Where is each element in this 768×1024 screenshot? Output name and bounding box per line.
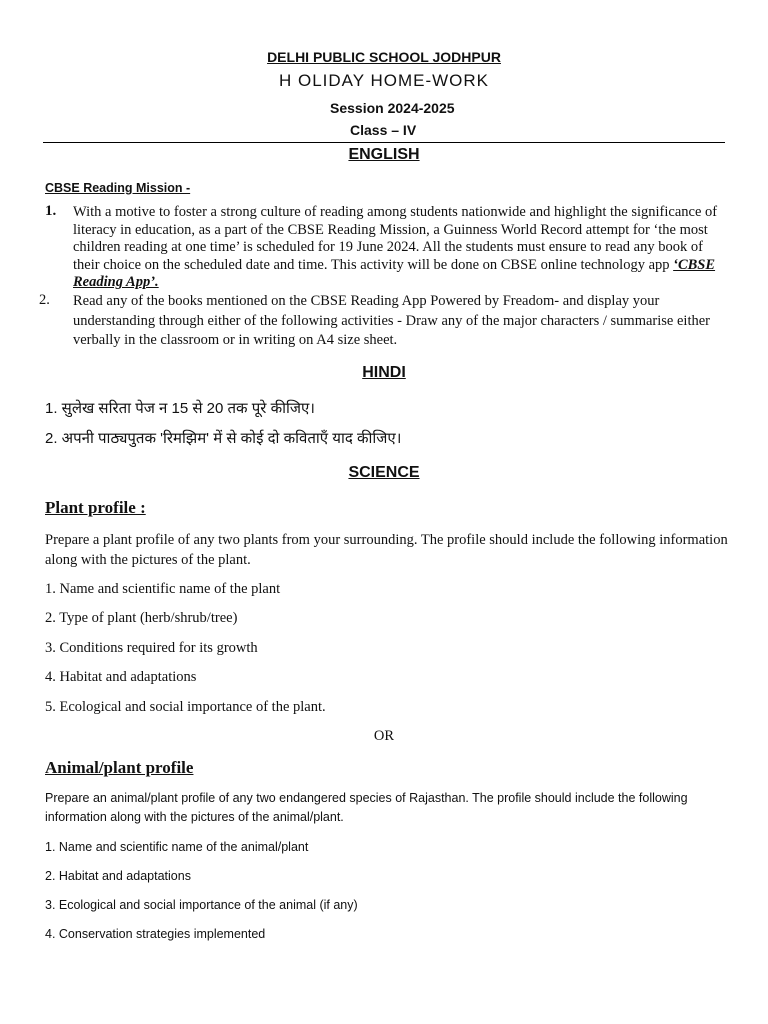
header-divider — [43, 142, 725, 143]
animal-profile-heading: Animal/plant profile — [45, 758, 194, 777]
english-item-1-body: With a motive to foster a strong culture of reading among students nationwide and highlight the significance of literacy in education, as a part of the CBSE Reading Mission, a Guinness World Record attempt for ‘the most children reading at one time’ is scheduled for 19 June 2024. All the students must ensure to read any book of their choice on the scheduled date and time. This activity will be done on CBSE online technology app — [73, 204, 718, 273]
plant-point: 4. Habitat and adaptations — [45, 669, 197, 685]
plant-point: 5. Ecological and social importance of the plant. — [45, 699, 326, 715]
plant-point: 2. Type of plant (herb/shrub/tree) — [45, 610, 238, 626]
plant-point: 3. Conditions required for its growth — [45, 640, 258, 656]
session-label: Session 2024-2025 — [330, 100, 455, 116]
plant-profile-heading: Plant profile : — [45, 498, 146, 517]
animal-profile-intro: Prepare an animal/plant profile of any two endangered species of Rajasthan. The profile should include the following information along with the pictures of the animal/plant. — [45, 791, 688, 824]
plant-point: 1. Name and scientific name of the plant — [45, 581, 281, 597]
class-label: Class – IV — [350, 122, 417, 138]
english-item-2-text: Read any of the books mentioned on the CBSE Reading App Powered by Freadom- and display your understanding through either of the following activities - Draw any of the major characters / summarise either verbally in the classroom or in writing on A4 size sheet. — [73, 293, 710, 348]
english-item-1-number: 1. — [45, 203, 57, 219]
hindi-item-2: 2. अपनी पाठ्यपुतक 'रिमझिम' में से कोई दो कविताएँ याद कीजिए। — [45, 430, 402, 447]
english-heading: ENGLISH — [348, 146, 420, 163]
english-item-2-number: 2. — [39, 292, 50, 308]
animal-point: 1. Name and scientific name of the animal/plant — [45, 840, 309, 854]
or-separator: OR — [373, 728, 395, 744]
science-heading: SCIENCE — [348, 464, 420, 481]
hindi-heading: HINDI — [362, 364, 406, 381]
animal-point: 4. Conservation strategies implemented — [45, 927, 266, 941]
document-title: H OLIDAY HOME-WORK — [278, 71, 490, 90]
english-item-1-text — [73, 204, 728, 292]
hindi-item-1: 1. सुलेख सरिता पेज न 15 से 20 तक पूरे कीजिए। — [45, 400, 315, 417]
cbse-reading-app-link: ‘CBSE Reading App’. — [73, 256, 716, 291]
school-name: DELHI PUBLIC SCHOOL JODHPUR — [267, 49, 501, 65]
cbse-mission-heading: CBSE Reading Mission - — [45, 181, 191, 195]
animal-point: 3. Ecological and social importance of the animal (if any) — [45, 898, 358, 912]
plant-profile-intro: Prepare a plant profile of any two plants from your surrounding. The profile should include the following information along with the pictures of the plant. — [45, 532, 728, 568]
animal-point: 2. Habitat and adaptations — [45, 869, 191, 883]
